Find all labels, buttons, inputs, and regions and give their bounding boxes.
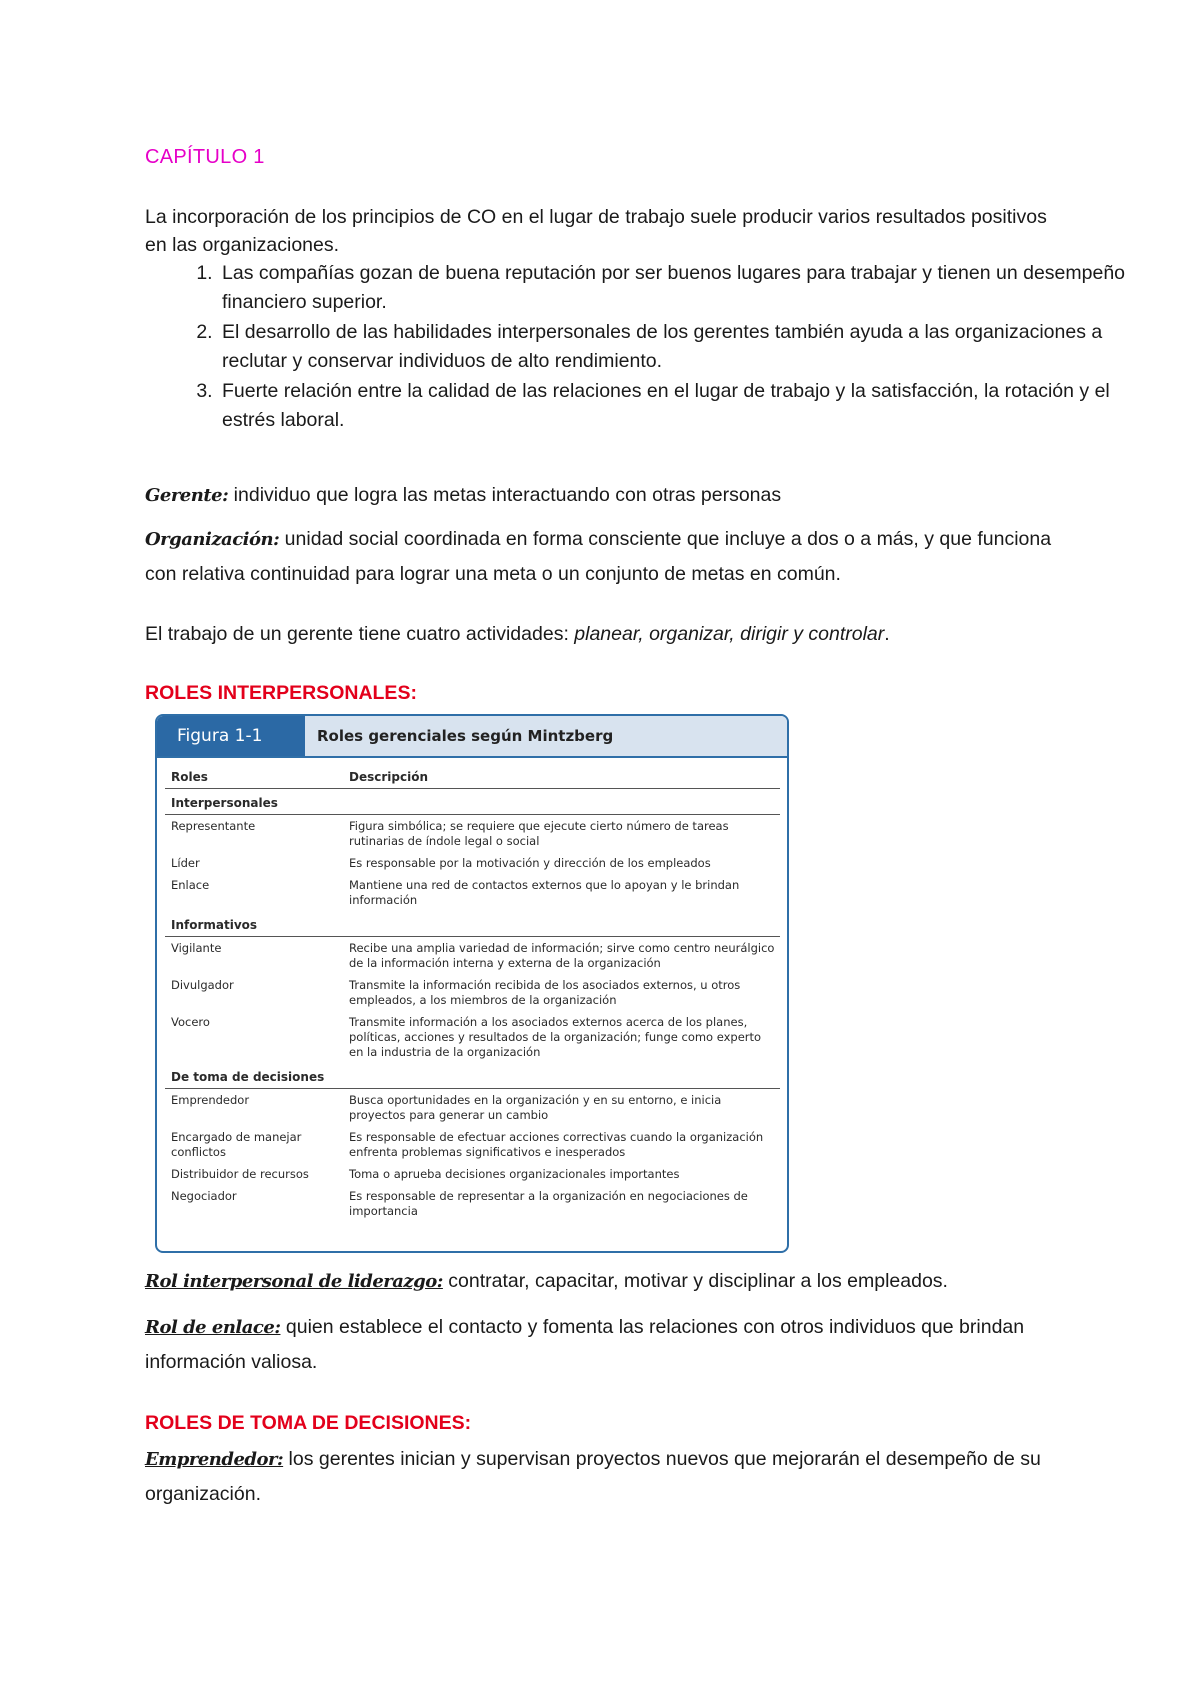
description-cell: Transmite la información recibida de los asociados externos, u otros empleados, a los miembros de la organización (349, 978, 741, 1007)
figure-header (157, 716, 787, 758)
description-cell: Figura simbólica; se requiere que ejecute cierto número de tareas rutinarias de índole legal o social (349, 819, 729, 848)
definition-enlace (145, 1310, 1065, 1380)
column-header-roles: Roles (165, 764, 343, 789)
table-group-row (165, 789, 780, 815)
figure-mintzberg-roles (155, 714, 789, 1253)
term-enlace: Rol de enlace: (145, 1317, 281, 1338)
section-heading-decisions: ROLES DE TOMA DE DECISIONES: (145, 1412, 472, 1434)
term-organizacion: Organización: (145, 529, 280, 550)
figure-title: Roles gerenciales según Mintzberg (317, 727, 614, 745)
role-cell: Enlace (171, 878, 210, 892)
role-cell: Vigilante (171, 941, 222, 955)
roles-table (165, 764, 780, 1222)
figure-label: Figura 1-1 (157, 716, 305, 756)
description-cell: Es responsable de efectuar acciones correctivas cuando la organización enfrenta problemas significativos e inesperados (349, 1130, 764, 1159)
definition-text: contratar, capacitar, motivar y disciplinar a los empleados. (442, 1270, 948, 1292)
description-cell: Toma o aprueba decisiones organizacionales importantes (349, 1167, 680, 1181)
table-row (165, 974, 780, 1011)
term-liderazgo: Rol interpersonal de liderazgo: (145, 1271, 443, 1292)
definition-text: individuo que logra las metas interactuando con otras personas (228, 484, 782, 506)
description-cell: Es responsable por la motivación y dirección de los empleados (349, 856, 711, 870)
definition-liderazgo (145, 1264, 1065, 1299)
description-cell: Mantiene una red de contactos externos que lo apoyan y le brindan información (349, 878, 740, 907)
activities-paragraph (145, 620, 1065, 648)
description-cell: Busca oportunidades en la organización y en su entorno, e inicia proyectos para generar un cambio (349, 1093, 722, 1122)
definition-gerente (145, 478, 1065, 513)
description-cell: Transmite información a los asociados externos acerca de los planes, políticas, acciones y resultados de la organización; funge como experto en la industria de la organización (349, 1015, 762, 1059)
description-cell: Es responsable de representar a la organización en negociaciones de importancia (349, 1189, 748, 1218)
table-row (165, 1011, 780, 1063)
group-name: Interpersonales (165, 789, 780, 815)
table-row (165, 815, 780, 853)
table-row (165, 874, 780, 911)
table-row (165, 1089, 780, 1127)
term-gerente: Gerente: (145, 485, 229, 506)
table-group-row (165, 911, 780, 937)
description-cell: Recibe una amplia variedad de información; sirve como centro neurálgico de la información interna y externa de la organización (349, 941, 775, 970)
role-cell: Vocero (171, 1015, 210, 1029)
table-row (165, 1185, 780, 1222)
column-header-description: Descripción (343, 764, 780, 789)
table-row (165, 852, 780, 874)
activities-end: . (884, 623, 890, 645)
role-cell: Emprendedor (171, 1093, 250, 1107)
group-name: De toma de decisiones (165, 1063, 780, 1089)
activities-lead: El trabajo de un gerente tiene cuatro actividades: (145, 623, 575, 645)
activities-list: planear, organizar, dirigir y controlar (574, 623, 885, 645)
definition-text: quien establece el contacto y fomenta las relaciones con otros individuos que brindan información valiosa. (145, 1316, 1025, 1373)
results-list (145, 259, 1138, 436)
table-row (165, 1163, 780, 1185)
list-item: 1. Las compañías gozan de buena reputación por ser buenos lugares para trabajar y tienen un desempeño financiero superior. (218, 259, 1138, 316)
table-group-row (165, 1063, 780, 1089)
table-header-row (165, 764, 780, 789)
table-row (165, 1126, 780, 1163)
definition-text: unidad social coordinada en forma consciente que incluye a dos o a más, y que funciona con relativa continuidad para lograr una meta o un conjunto de metas en común. (145, 528, 1052, 585)
role-cell: Encargado de manejar conflictos (171, 1130, 302, 1159)
term-emprendedor: Emprendedor: (145, 1449, 284, 1470)
role-cell: Representante (171, 819, 256, 833)
role-cell: Distribuidor de recursos (171, 1167, 309, 1181)
chapter-title: CAPÍTULO 1 (145, 146, 265, 168)
table-row (165, 937, 780, 975)
group-name: Informativos (165, 911, 780, 937)
list-item: 3. Fuerte relación entre la calidad de las relaciones en el lugar de trabajo y la satisfacción, la rotación y el estrés laboral. (218, 377, 1138, 434)
definition-text: los gerentes inician y supervisan proyectos nuevos que mejorarán el desempeño de su organización. (145, 1448, 1041, 1505)
definition-organizacion (145, 522, 1065, 592)
list-item: 2. El desarrollo de las habilidades interpersonales de los gerentes también ayuda a las organizaciones a reclutar y conservar individuos de alto rendimiento. (218, 318, 1138, 375)
role-cell: Divulgador (171, 978, 234, 992)
intro-paragraph: La incorporación de los principios de CO en el lugar de trabajo suele producir varios resultados positivos en las organizaciones. (145, 206, 1047, 256)
definition-emprendedor (145, 1442, 1065, 1512)
role-cell: Negociador (171, 1189, 237, 1203)
role-cell: Líder (171, 856, 200, 870)
section-heading-interpersonal: ROLES INTERPERSONALES: (145, 682, 417, 704)
